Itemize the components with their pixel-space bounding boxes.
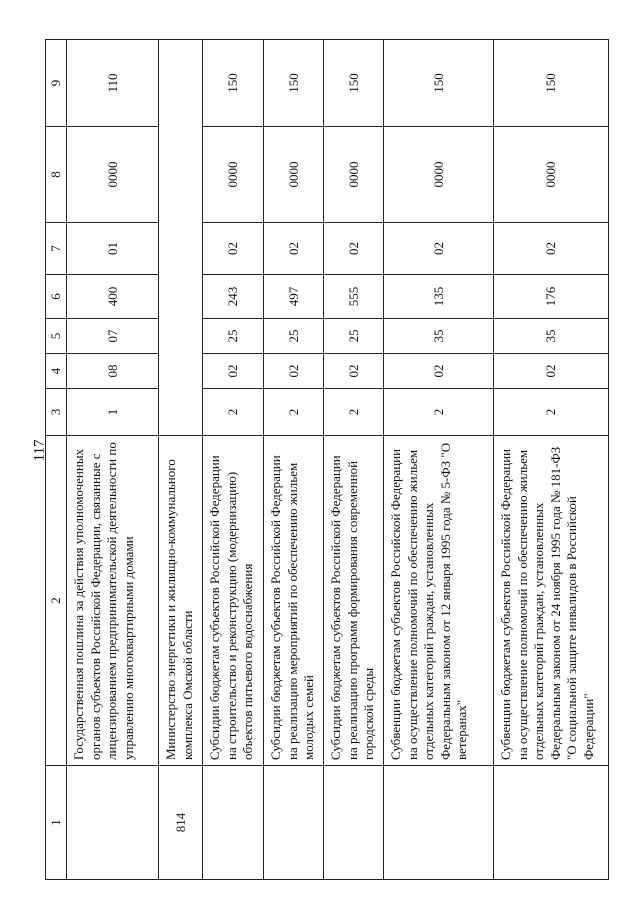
table-row <box>203 40 264 880</box>
code-cell: 02 <box>324 223 384 275</box>
budget-codes-table <box>45 39 609 880</box>
code-cell: 02 <box>203 354 264 389</box>
rotated-table-container <box>45 40 607 880</box>
code-cell: 243 <box>203 275 264 319</box>
code-cell: 02 <box>384 354 494 389</box>
admin-code-cell <box>264 766 324 880</box>
code-cell: 02 <box>494 354 609 389</box>
code-cell: 0000 <box>494 127 609 223</box>
code-cell: 555 <box>324 275 384 319</box>
table-row <box>67 40 159 880</box>
description-cell: Министерство энергетики и жилищно-коммунального комплекса Омской области <box>159 436 203 766</box>
code-cell: 35 <box>384 319 494 354</box>
code-cell: 0000 <box>203 127 264 223</box>
col-header: 5 <box>46 319 67 354</box>
col-header: 1 <box>46 766 67 880</box>
description-cell: Субвенции бюджетам субъектов Российской Федерации на осуществление полномочий по обеспечению жильем отдельных категорий граждан, установленных Федеральным законом от 12 января 1995 года № 5-ФЗ "О ветеранах" <box>384 436 494 766</box>
col-header: 7 <box>46 223 67 275</box>
code-cell: 02 <box>264 223 324 275</box>
code-cell: 2 <box>494 389 609 436</box>
description-cell: Субсидии бюджетам субъектов Российской Федерации на реализацию мероприятий по обеспечению жильем молодых семей <box>264 436 324 766</box>
code-cell: 150 <box>494 40 609 127</box>
admin-code-cell <box>67 766 159 880</box>
code-cell: 25 <box>203 319 264 354</box>
code-cell: 35 <box>494 319 609 354</box>
table-row <box>324 40 384 880</box>
code-cell: 2 <box>324 389 384 436</box>
header-row <box>46 40 67 880</box>
code-cell: 07 <box>67 319 159 354</box>
page-number: 117 <box>31 439 48 462</box>
code-cell: 150 <box>203 40 264 127</box>
admin-code-cell: 814 <box>159 766 203 880</box>
col-header: 8 <box>46 127 67 223</box>
col-header: 9 <box>46 40 67 127</box>
table-row <box>494 40 609 880</box>
code-cell: 25 <box>324 319 384 354</box>
admin-code-cell <box>384 766 494 880</box>
table-row <box>159 40 203 880</box>
table-row <box>264 40 324 880</box>
code-cell: 02 <box>324 354 384 389</box>
description-cell: Субвенции бюджетам субъектов Российской Федерации на осуществление полномочий по обеспечению жильем отдельных категорий граждан, установленных Федеральным законом от 24 ноября 1995 года № 181-ФЗ "О социальной защите инвалидов в Российской Федерации" <box>494 436 609 766</box>
code-cell: 0000 <box>384 127 494 223</box>
code-cell: 02 <box>264 354 324 389</box>
code-cell: 08 <box>67 354 159 389</box>
code-cell: 02 <box>203 223 264 275</box>
code-cell: 0000 <box>264 127 324 223</box>
table-row <box>384 40 494 880</box>
admin-code-cell <box>203 766 264 880</box>
col-header: 3 <box>46 389 67 436</box>
code-cell: 2 <box>203 389 264 436</box>
code-cell: 497 <box>264 275 324 319</box>
code-cell: 25 <box>264 319 324 354</box>
col-header: 2 <box>46 436 67 766</box>
code-cell: 1 <box>67 389 159 436</box>
empty-codes-cell <box>159 40 203 436</box>
code-cell: 02 <box>494 223 609 275</box>
code-cell: 0000 <box>324 127 384 223</box>
code-cell: 2 <box>264 389 324 436</box>
code-cell: 2 <box>384 389 494 436</box>
code-cell: 400 <box>67 275 159 319</box>
admin-code-cell <box>494 766 609 880</box>
code-cell: 135 <box>384 275 494 319</box>
col-header: 4 <box>46 354 67 389</box>
code-cell: 02 <box>384 223 494 275</box>
code-cell: 150 <box>264 40 324 127</box>
code-cell: 176 <box>494 275 609 319</box>
col-header: 6 <box>46 275 67 319</box>
code-cell: 110 <box>67 40 159 127</box>
description-cell: Государственная пошлина за действия уполномоченных органов субъектов Российской Федерации, связанные с лицензированием предпринимательской деятельности по управлению многоквартирными домами <box>67 436 159 766</box>
description-cell: Субсидии бюджетам субъектов Российской Федерации на строительство и реконструкцию (модернизацию) объектов питьевого водоснабжения <box>203 436 264 766</box>
code-cell: 01 <box>67 223 159 275</box>
code-cell: 0000 <box>67 127 159 223</box>
description-cell: Субсидии бюджетам субъектов Российской Федерации на реализацию программ формирования современной городской среды <box>324 436 384 766</box>
code-cell: 150 <box>384 40 494 127</box>
admin-code-cell <box>324 766 384 880</box>
code-cell: 150 <box>324 40 384 127</box>
